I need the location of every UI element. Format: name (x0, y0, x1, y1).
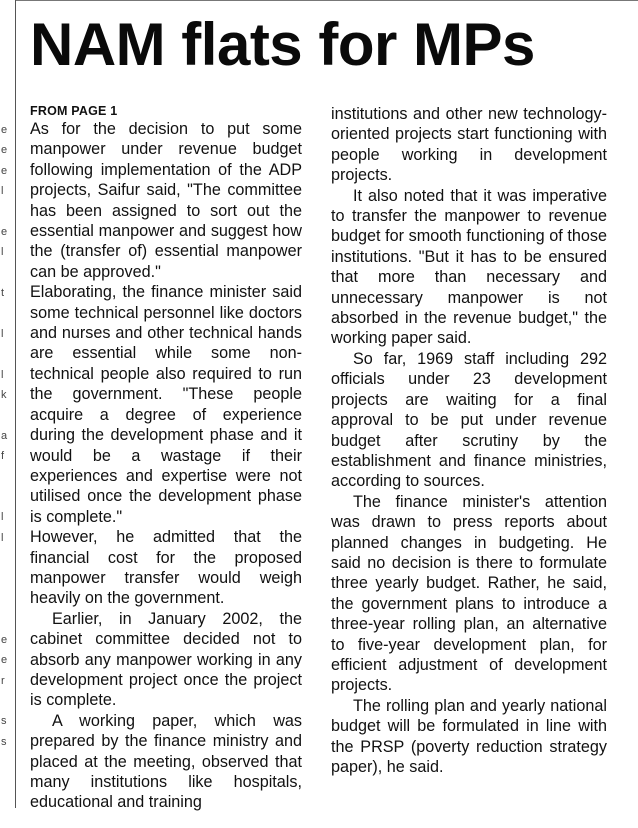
paragraph: The finance minister's attention was drawn to press reports about planned changes in budgeting. He said no decision is there to formulate three yearly budget. Rather, he said, the government plans to introduce a three-year rolling plan, an alternative to five-year development plan, for efficient adjustment of development projects. (331, 492, 607, 695)
paragraph: Earlier, in January 2002, the cabinet committee decided not to absorb any manpower working in any development project once the project is complete. (30, 609, 302, 710)
paragraph: A working paper, which was prepared by the finance ministry and placed at the meeting, observed that many institutions like hospitals, educational and training (30, 711, 302, 812)
paragraph: institutions and other new technology-oriented projects start functioning with people working in development projects. (331, 105, 607, 185)
paragraph: As for the decision to put some manpower under revenue budget following implementation of the ADP projects, Saifur said, "The committee has been assigned to sort out the essential manpower and suggest how the (transfer of) essential manpower can be approved." (30, 120, 302, 281)
paragraph: It also noted that it was imperative to transfer the manpower to revenue budget for smooth functioning of those institutions. "But it has to be ensured that more than necessary and unnecessary manpower is not absorbed in the revenue budget," the working paper said. (331, 186, 607, 348)
paragraph: So far, 1969 staff including 292 officials under 23 development projects are waiting for a final approval to be put under revenue budget after scrutiny by the establishment and finance ministries, according to sources. (331, 349, 607, 491)
continued-from-kicker: FROM PAGE 1 (30, 104, 118, 118)
paragraph: The rolling plan and yearly national budget will be formulated in line with the PRSP (poverty reduction strategy paper), he said. (331, 696, 607, 776)
headline: NAM flats for MPs (30, 11, 535, 78)
paragraph: Elaborating, the finance minister said some technical personnel like doctors and nurses and other technical hands are essential while some non-technical people also required to run the government. "These people acquire a degree of experience during the development phase and it would be a wastage if their experiences and expertise were not utilised once the development phase is complete." (30, 283, 302, 526)
article-column-right (331, 104, 607, 777)
column-rule (15, 0, 16, 808)
adjacent-column-bleed: e e e l e l t l l k a f l l e e r s s (1, 124, 8, 748)
paragraph: However, he admitted that the financial cost for the proposed manpower transfer would weigh heavily on the government. (30, 528, 302, 608)
top-rule (15, 0, 638, 1)
article-column-left (30, 103, 302, 813)
